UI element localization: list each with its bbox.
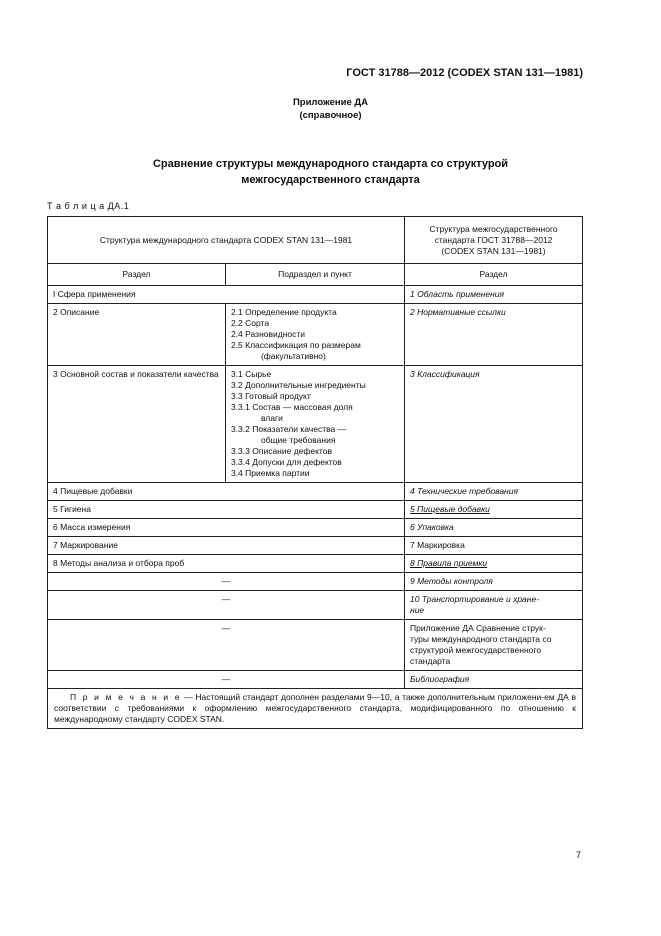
row5-left: 5 Гигиена: [48, 501, 405, 519]
row3-item: 3.1 Сырье: [230, 369, 272, 379]
row4-left: 4 Пищевые добавки: [48, 483, 405, 501]
row2-item: 2.5 Классификация по размерам: [230, 340, 361, 350]
row8-right: [405, 555, 583, 573]
document-title-line2: межгосударственного стандарта: [241, 174, 420, 186]
subheader-section-left: Раздел: [48, 264, 226, 286]
note-label: П р и м е ч а н и е: [70, 692, 182, 702]
page-number: 7: [575, 850, 581, 860]
header-interstate-structure: [405, 217, 583, 264]
table-row: [48, 501, 583, 519]
table-row: [48, 537, 583, 555]
table-row: [48, 620, 583, 671]
row2-item: (факультативно): [260, 351, 326, 361]
row9-left: —: [48, 573, 405, 591]
row10-left: —: [48, 591, 405, 620]
row3-item: 3.2 Дополнительные ингредиенты: [230, 380, 366, 390]
comparison-table: [47, 216, 583, 729]
row3-item: 3.3.2 Показатели качества —: [230, 424, 347, 434]
row5-right: [405, 501, 583, 519]
row8-right-text: 8 Правила приемки: [410, 558, 488, 568]
row3-middle: [225, 366, 404, 483]
row12-right: Библиография: [405, 671, 583, 689]
header-right-line1: Структура межгосударственного: [429, 223, 558, 234]
row1-left: I Сфера применения: [48, 286, 405, 304]
row3-item: 3.3.1 Состав — массовая доля: [230, 402, 353, 412]
row2-item: 2.4 Разновидности: [230, 329, 306, 339]
document-title-line1: Сравнение структуры международного стандарта со структурой: [152, 158, 509, 170]
header-international-structure: Структура международного стандарта CODEX STAN 131—1981: [48, 217, 405, 264]
row2-item: 2.1 Определение продукта: [230, 307, 337, 317]
row3-item: 3.4 Приемка партии: [230, 468, 310, 478]
appendix-subtitle: (справочное): [299, 110, 362, 121]
row7-left: 7 Маркирование: [48, 537, 405, 555]
row3-right: 3 Классификация: [405, 366, 583, 483]
row11-right-line: Приложение ДА Сравнение струк-: [410, 623, 546, 633]
table-row: [48, 366, 583, 483]
row2-left: 2 Описание: [48, 304, 226, 366]
row3-item: 3.3 Готовый продукт: [230, 391, 311, 401]
table-row: [48, 519, 583, 537]
document-title: [0, 156, 661, 188]
header-right-line3: (CODEX STAN 131—1981): [441, 245, 546, 256]
row2-middle: [225, 304, 404, 366]
header-right-line2: стандарта ГОСТ 31788—2012: [434, 234, 553, 245]
table-note-row: [48, 689, 583, 729]
row1-right: 1 Область применения: [405, 286, 583, 304]
standard-header: ГОСТ 31788—2012 (CODEX STAN 131—1981): [346, 67, 583, 79]
table-row: [48, 591, 583, 620]
row6-right: 6 Упаковка: [405, 519, 583, 537]
subheader-subsection: Подраздел и пункт: [225, 264, 404, 286]
row10-right-line2: ние: [410, 605, 425, 615]
row7-right: 7 Маркировка: [405, 537, 583, 555]
table-row: [48, 671, 583, 689]
row9-right: 9 Методы контроля: [405, 573, 583, 591]
note-text: — Настоящий стандарт дополнен разделами 9—10, а также дополнительным приложени-ем ДА в соответствии с требованиями к оформлению межгосударственного стандарта, модифицированного по отношению к международному стандарту CODEX STAN.: [54, 692, 576, 724]
row4-right: 4 Технические требования: [405, 483, 583, 501]
row3-item: 3.3.4 Допуски для дефектов: [230, 457, 342, 467]
row10-right: [405, 591, 583, 620]
table-row: [48, 483, 583, 501]
row12-left: —: [48, 671, 405, 689]
row11-left: —: [48, 620, 405, 671]
row3-item: влаги: [260, 413, 283, 423]
row11-right: [405, 620, 583, 671]
row11-right-line: стандарта: [410, 656, 451, 666]
row11-right-line: туры международного стандарта со: [410, 634, 552, 644]
row3-item: общие требования: [260, 435, 336, 445]
appendix-title: Приложение ДА: [292, 97, 369, 108]
table-subheader-row: [48, 264, 583, 286]
table-row: [48, 555, 583, 573]
row3-item: 3.3.3 Описание дефектов: [230, 446, 332, 456]
table-note: [48, 689, 583, 729]
table-row: [48, 286, 583, 304]
row8-left: 8 Методы анализа и отбора проб: [48, 555, 405, 573]
table-row: [48, 304, 583, 366]
appendix-heading: [0, 96, 661, 122]
table-row: [48, 573, 583, 591]
row5-right-text: 5 Пищевые добавки: [410, 504, 490, 514]
row10-right-line1: 10 Транспортирование и хране-: [410, 594, 540, 604]
row2-item: 2.2 Сорта: [230, 318, 270, 328]
row2-right: 2 Нормативные ссылки: [405, 304, 583, 366]
subheader-section-right: Раздел: [405, 264, 583, 286]
table-label: Т а б л и ц а ДА.1: [47, 201, 130, 211]
row11-right-line: структурой межгосударственного: [410, 645, 542, 655]
row3-left: 3 Основной состав и показатели качества: [48, 366, 226, 483]
table-header-row: [48, 217, 583, 264]
row6-left: 6 Масса измерения: [48, 519, 405, 537]
